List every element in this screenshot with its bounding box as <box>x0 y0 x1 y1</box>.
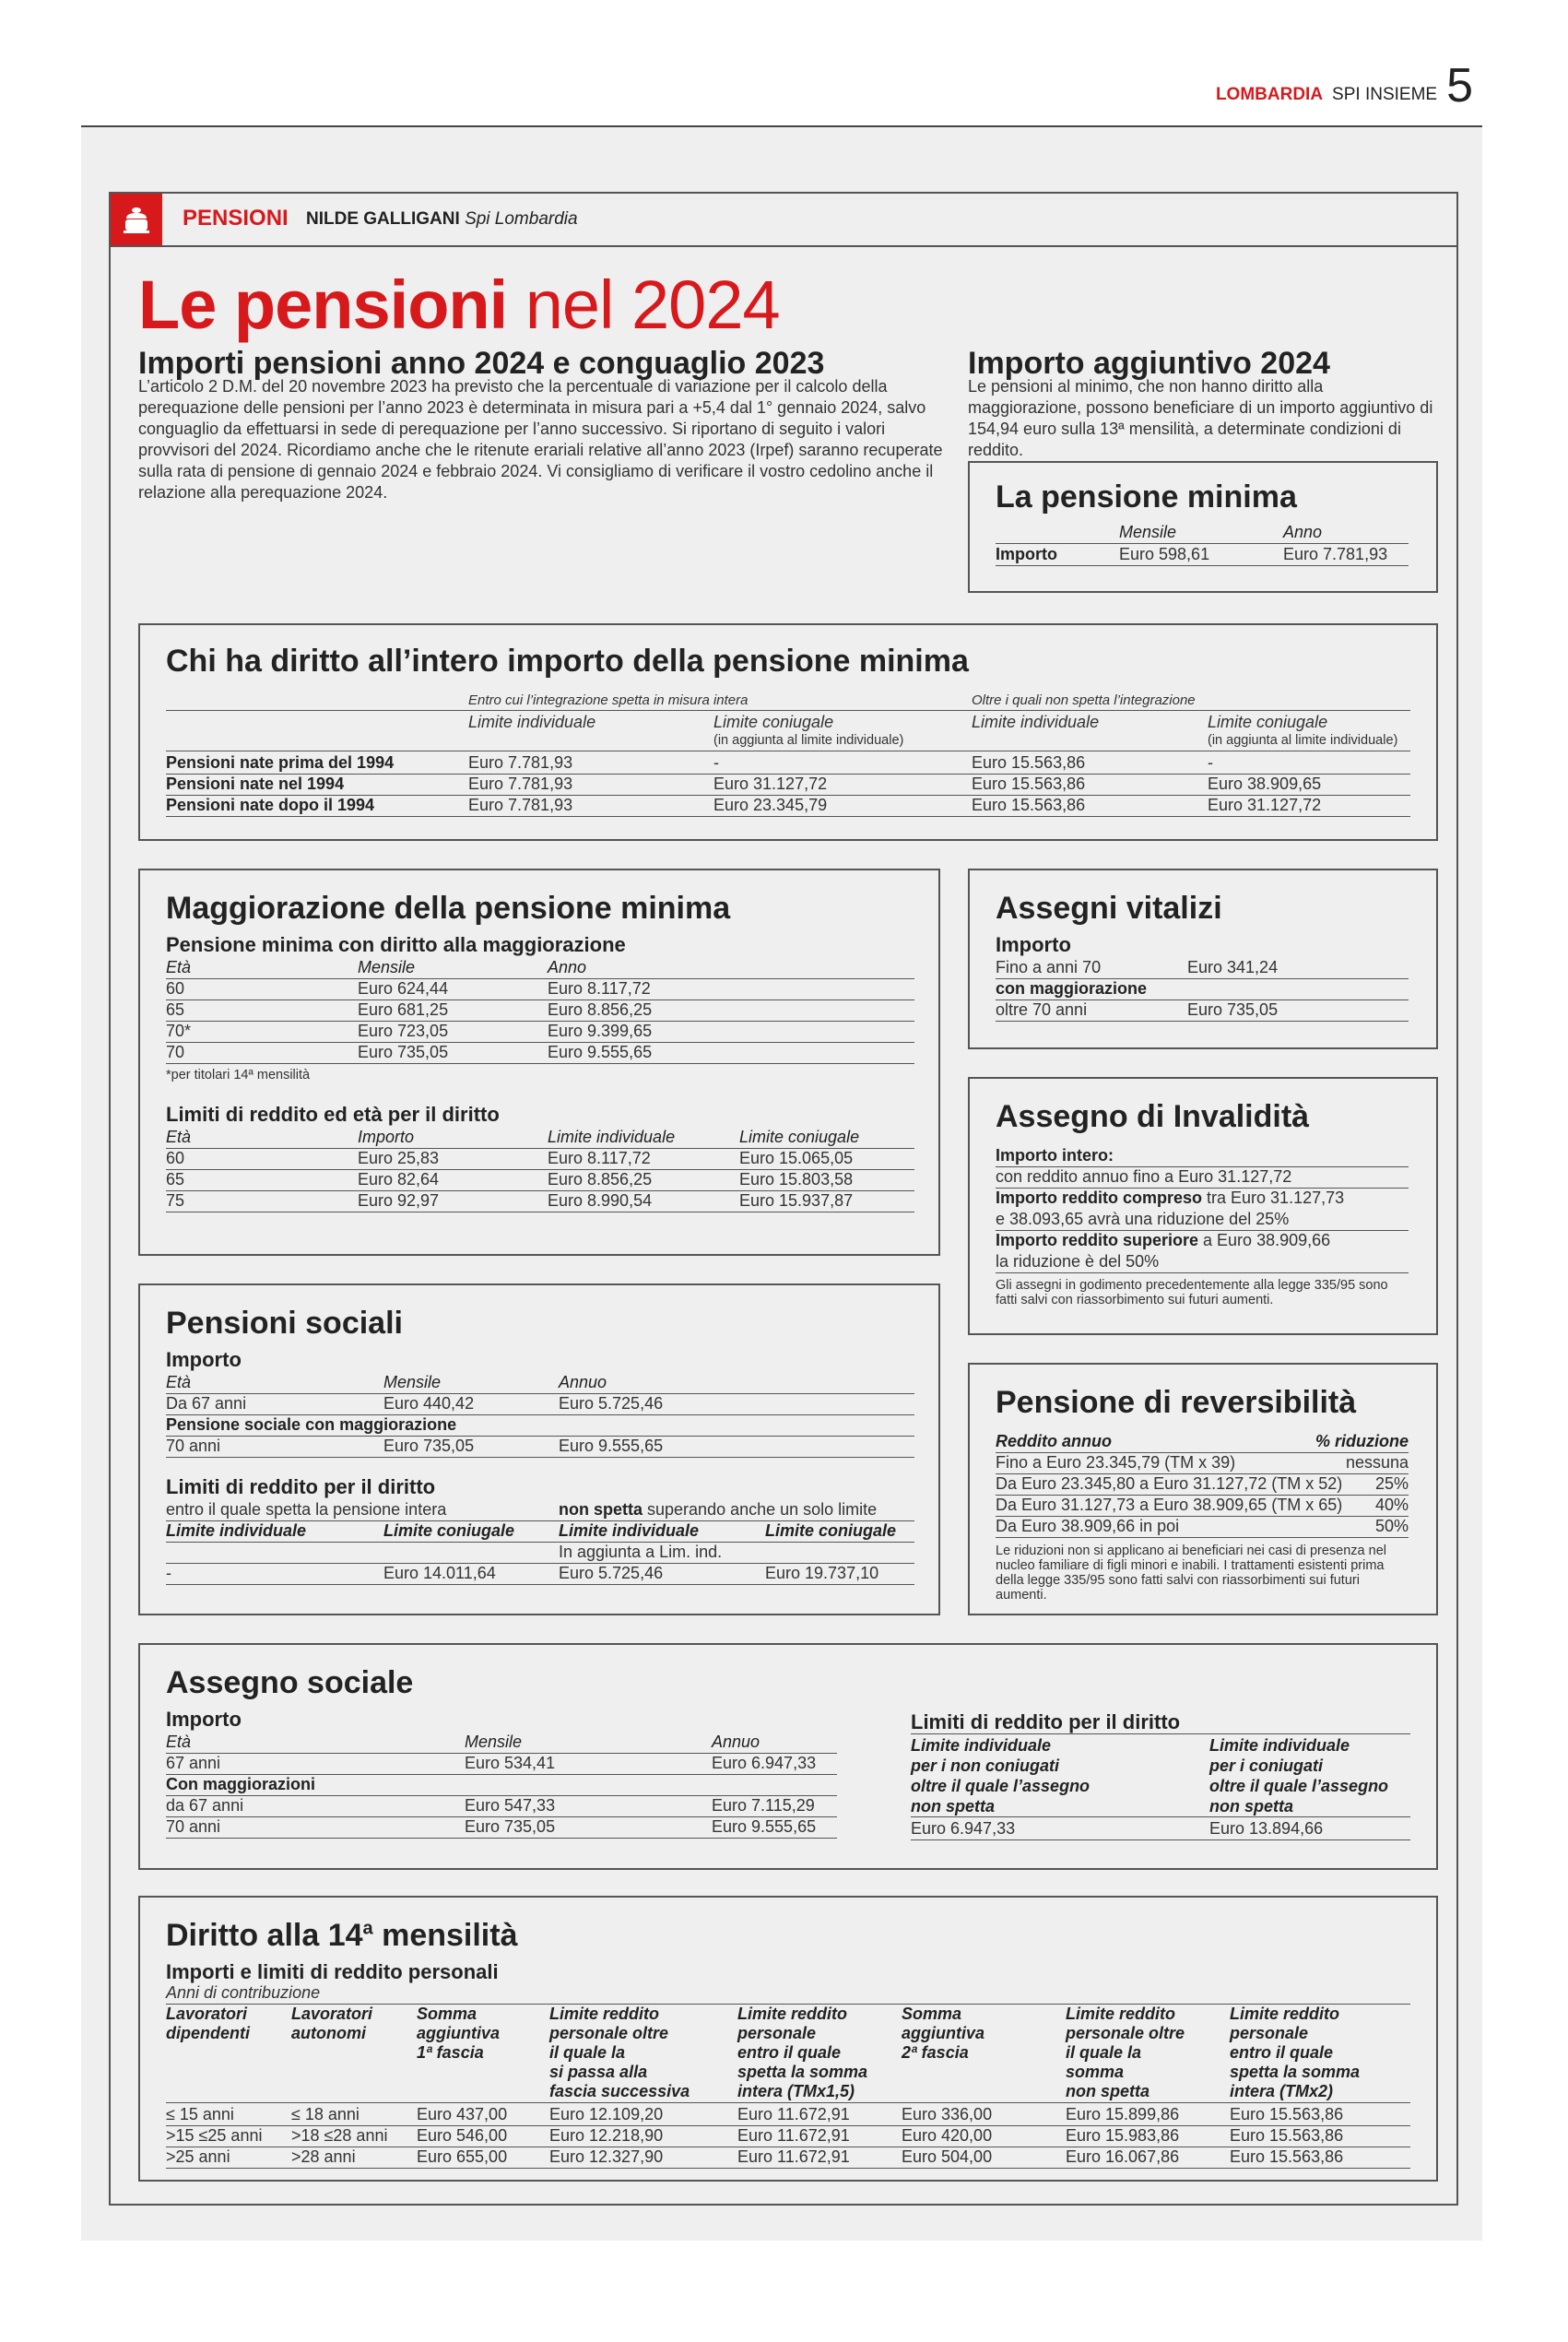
magg-r2-anno: Euro 8.856,25 <box>548 1000 653 1019</box>
sociale-h-mensile: Mensile <box>465 1733 523 1751</box>
magg-h2-importo: Importo <box>358 1128 415 1146</box>
magg2-r2-importo: Euro 82,64 <box>358 1170 440 1189</box>
magg2-row-2 <box>166 1169 914 1191</box>
inval-l5: a Euro 38.909,66 <box>1198 1231 1331 1249</box>
q14-cell: Euro 16.067,86 <box>1066 2147 1180 2166</box>
sociale-r1-eta: 67 anni <box>166 1754 221 1772</box>
sociali-r2-label: Pensione sociale con maggiorazione <box>166 1415 457 1434</box>
minima-label: Importo <box>996 545 1057 563</box>
q14-cell: Euro 15.563,86 <box>1230 2147 1344 2166</box>
magg-row-3 <box>166 1021 914 1043</box>
q14-header-cell: non spetta <box>1066 2082 1150 2100</box>
revers-title: Pensione di reversibilità <box>996 1385 1357 1420</box>
q14-cell: ≤ 18 anni <box>291 2105 360 2123</box>
revers-header <box>996 1431 1409 1453</box>
revers-note: Le riduzioni non si applicano ai beneficiari nei casi di presenza nel nucleo familiare di figli minori e inabili. I trattamenti esistenti prima della legge 335/95 sono fatti salvi con riassorbimenti sui futuri aumenti. <box>996 1544 1386 1603</box>
sociali-c2: superando anche un solo limite <box>643 1500 878 1519</box>
magg2-r3-con: Euro 15.937,87 <box>739 1191 854 1210</box>
q14-header-cell: il quale la <box>1066 2043 1142 2062</box>
revers-h2: % riduzione <box>1315 1432 1409 1450</box>
intero-r2-c4: Euro 38.909,65 <box>1208 775 1322 793</box>
q14-header-cell: entro il quale <box>1230 2043 1334 2062</box>
inval-line-2 <box>996 1166 1409 1189</box>
magg-sub2: Limiti di reddito ed età per il diritto <box>166 1103 500 1126</box>
intero-h2: Limite coniugale <box>713 713 834 731</box>
inval-line-3 <box>996 1188 1344 1209</box>
sociali-header-2 <box>166 1520 914 1543</box>
magg-h2-eta: Età <box>166 1128 192 1146</box>
magg-title: Maggiorazione della pensione minima <box>166 891 731 926</box>
sociale-r1-annuo: Euro 6.947,33 <box>712 1754 817 1772</box>
magg2-r2-eta: 65 <box>166 1170 185 1189</box>
q14-cell: >18 ≤28 anni <box>291 2126 388 2145</box>
sociale-sub: Importo <box>166 1708 242 1731</box>
sociale-row-4 <box>166 1816 837 1839</box>
sociali-r3-mensile: Euro 735,05 <box>383 1437 475 1455</box>
q14-header-cell: autonomi <box>291 2024 366 2042</box>
revers-row-1 <box>996 1452 1409 1474</box>
q14-cell: Euro 15.563,86 <box>1230 2105 1344 2123</box>
q14-header-cell: personale <box>1230 2024 1309 2042</box>
aggiuntivo-heading: Importo aggiuntivo 2024 <box>968 346 1330 381</box>
sociale-lh2-2: per i coniugati <box>1209 1756 1324 1775</box>
sociale-row-2 <box>166 1774 837 1796</box>
author <box>306 209 578 230</box>
inval-l3: tra Euro 31.127,73 <box>1202 1189 1345 1207</box>
author-name: NILDE GALLIGANI <box>306 209 460 229</box>
intero-title: Chi ha diritto all’intero importo della pensione minima <box>166 644 969 679</box>
sociali-sub: Importo <box>166 1348 242 1371</box>
revers-r1-label: Fino a Euro 23.345,79 (TM x 39) <box>996 1453 1236 1472</box>
intero-r3-c1: Euro 7.781,93 <box>468 796 573 814</box>
q14-header-cell: intera (TMx1,5) <box>737 2082 855 2100</box>
q14-header-row <box>166 2005 1410 2103</box>
intero-r2-c2: Euro 31.127,72 <box>713 775 828 793</box>
minima-title: La pensione minima <box>996 479 1297 515</box>
revers-r2-label: Da Euro 23.345,80 a Euro 31.127,72 (TM x 52) <box>996 1474 1343 1493</box>
q14-header-cell: il quale la <box>549 2043 626 2062</box>
q14-title-a: Diritto alla 14 <box>166 1918 363 1953</box>
aggiuntivo-text: Le pensioni al minimo, che non hanno diritto alla maggiorazione, possono beneficiare di un importo aggiuntivo di 154,94 euro sulla 13ª mensilità, a determinate condizioni di reddito. <box>968 377 1433 459</box>
magg2-r3-ind: Euro 8.990,54 <box>548 1191 653 1210</box>
magg-header-2 <box>166 1127 914 1149</box>
revers-r1-value: nessuna <box>1345 1453 1409 1472</box>
sociali-row-1 <box>166 1393 914 1415</box>
intero-row-1 <box>166 752 1410 775</box>
q14-row <box>166 2147 1410 2169</box>
q14-title <box>166 1918 517 1954</box>
article-frame <box>109 192 1458 2206</box>
sociale-row-3 <box>166 1795 837 1817</box>
sociale-lv-1: Euro 6.947,33 <box>911 1819 1016 1838</box>
sociale-lh2-4: non spetta <box>1209 1797 1294 1816</box>
revers-r4-value: 50% <box>1374 1517 1409 1535</box>
intro-heading: Importi pensioni anno 2024 e conguaglio 2023 <box>138 346 825 381</box>
sociali-h2-4: Limite coniugale <box>765 1521 897 1540</box>
q14-header-cell: Lavoratori <box>166 2005 248 2023</box>
intero-row-3 <box>166 795 1410 817</box>
q14-header-cell: spetta la somma <box>1230 2063 1361 2081</box>
sociale-lh1-2: per i non coniugati <box>911 1756 1059 1775</box>
q14-cell: Euro 336,00 <box>902 2105 993 2123</box>
sociali-h-mensile: Mensile <box>383 1373 442 1391</box>
box-quattordicesima <box>138 1896 1438 2182</box>
q14-header-cell: Limite reddito <box>1066 2005 1176 2023</box>
sociale-r3-eta: da 67 anni <box>166 1796 244 1815</box>
magg-h-eta: Età <box>166 958 192 976</box>
sociali-r4-3: Euro 5.725,46 <box>559 1564 664 1582</box>
q14-header-cell: Limite reddito <box>1230 2005 1340 2023</box>
intero-group-row <box>166 692 1410 711</box>
intero-header-row <box>166 712 1410 751</box>
magg-h-anno: Anno <box>548 958 587 976</box>
q14-title-b: mensilità <box>372 1918 518 1953</box>
revers-row-3 <box>996 1495 1409 1517</box>
q14-header-cell: Limite reddito <box>737 2005 848 2023</box>
magg2-r1-importo: Euro 25,83 <box>358 1149 440 1167</box>
sociale-lh1-4: non spetta <box>911 1797 996 1816</box>
sociale-title: Assegno sociale <box>166 1665 414 1700</box>
revers-row-2 <box>996 1473 1409 1496</box>
page-header <box>81 0 1482 127</box>
sociale-r3-annuo: Euro 7.115,29 <box>712 1796 815 1815</box>
vitalizi-sub: Importo <box>996 933 1071 956</box>
inval-note: Gli assegni in godimento precedentemente alla legge 335/95 sono fatti salvi con riassorbimento sui futuri aumenti. <box>996 1278 1388 1307</box>
q14-header-cell: personale <box>737 2024 817 2042</box>
section-bar <box>111 194 1456 247</box>
q14-header-cell: 2ª fascia <box>902 2043 969 2062</box>
sociale-r4-mensile: Euro 735,05 <box>465 1817 556 1836</box>
vitalizi-row-3 <box>996 999 1409 1022</box>
intero-r1-label: Pensioni nate prima del 1994 <box>166 753 395 772</box>
q14-header-cell: Somma <box>902 2005 962 2023</box>
sociali-agg-row <box>166 1542 914 1564</box>
vitalizi-row-1 <box>996 957 1409 979</box>
q14-header-cell: Somma <box>417 2005 477 2023</box>
vitalizi-title: Assegni vitalizi <box>996 891 1222 926</box>
q14-header-cell: personale oltre <box>549 2024 669 2042</box>
inval-line-6 <box>996 1251 1409 1273</box>
q14-cell: >15 ≤25 anni <box>166 2126 263 2145</box>
sociali-r3-annuo: Euro 9.555,65 <box>559 1437 664 1455</box>
magg-row-2 <box>166 999 914 1022</box>
q14-title-sup: a <box>362 1918 373 1939</box>
sociali-h-annuo: Annuo <box>559 1373 607 1391</box>
magg-h-mensile: Mensile <box>358 958 416 976</box>
cake-icon <box>111 194 162 245</box>
minima-h-anno: Anno <box>1283 523 1323 541</box>
intero-h2-note: (in aggiunta al limite individuale) <box>713 733 904 748</box>
magg-r3-eta: 70* <box>166 1022 192 1040</box>
vitalizi-r3-label: oltre 70 anni <box>996 1000 1088 1019</box>
sociale-limiti-values <box>911 1818 1410 1840</box>
q14-header-cell: intera (TMx2) <box>1230 2082 1334 2100</box>
sociale-r4-eta: 70 anni <box>166 1817 221 1836</box>
box-vitalizi <box>968 869 1438 1049</box>
sociale-h-eta: Età <box>166 1733 192 1751</box>
vitalizi-r2-label: con maggiorazione <box>996 979 1148 998</box>
sociali-cond-row <box>166 1499 914 1521</box>
sociali-r1-mensile: Euro 440,42 <box>383 1394 475 1413</box>
magg2-r3-eta: 75 <box>166 1191 185 1210</box>
box-intero-importo <box>138 623 1438 841</box>
inval-l3-bold: Importo reddito compreso <box>996 1189 1203 1207</box>
magg-row-1 <box>166 978 914 1000</box>
intero-r1-c1: Euro 7.781,93 <box>468 753 573 772</box>
box-invalidita <box>968 1077 1438 1335</box>
revers-r3-label: Da Euro 31.127,73 a Euro 38.909,65 (TM x 65) <box>996 1496 1343 1514</box>
magg2-row-3 <box>166 1190 914 1212</box>
q14-cell: Euro 546,00 <box>417 2126 508 2145</box>
q14-cell: Euro 504,00 <box>902 2147 993 2166</box>
title-bold: Le pensioni <box>138 266 508 343</box>
q14-row <box>166 2125 1410 2147</box>
magg2-r1-ind: Euro 8.117,72 <box>548 1149 651 1167</box>
magg-sub1: Pensione minima con diritto alla maggiorazione <box>166 933 626 956</box>
magg2-r2-con: Euro 15.803,58 <box>739 1170 854 1189</box>
minima-row <box>996 544 1409 566</box>
inval-line-1 <box>996 1145 1409 1167</box>
sociali-title: Pensioni sociali <box>166 1306 403 1341</box>
q14-cell: Euro 15.983,86 <box>1066 2126 1180 2145</box>
magg-header <box>166 957 914 979</box>
header-title: SPI INSIEME <box>1332 85 1438 104</box>
sociali-r4-2: Euro 14.011,64 <box>383 1564 496 1582</box>
intero-r3-c2: Euro 23.345,79 <box>713 796 828 814</box>
intero-r1-c2: - <box>713 753 719 772</box>
q14-cell: >28 anni <box>291 2147 356 2166</box>
magg-r2-mensile: Euro 681,25 <box>358 1000 449 1019</box>
q14-header-cell: dipendenti <box>166 2024 250 2042</box>
vitalizi-r1-label: Fino a anni 70 <box>996 958 1102 976</box>
section-label: PENSIONI <box>183 206 289 231</box>
magg2-r1-con: Euro 15.065,05 <box>739 1149 854 1167</box>
sociali-row-3 <box>166 1436 914 1458</box>
sociali-row-4 <box>166 1563 914 1585</box>
minima-anno: Euro 7.781,93 <box>1283 545 1388 563</box>
intero-group-2: Oltre i quali non spetta l’integrazione <box>972 692 1196 708</box>
sociali-row-2 <box>166 1414 914 1437</box>
magg-h2-lim-con: Limite coniugale <box>739 1128 860 1146</box>
q14-cell: Euro 15.899,86 <box>1066 2105 1180 2123</box>
intro-text: L’articolo 2 D.M. del 20 novembre 2023 ha previsto che la percentuale di variazione per il calcolo della perequazione delle pensioni per l’anno 2023 è determinata in misura pari a +5,4 dal 1° gennaio 2024, salvo conguaglio da effettuarsi in sede di perequazione per l’anno successivo. Si riportano di seguito i valori provvisori del 2024. Ricordiamo anche che le ritenute erariali relative all’anno 2023 (Irpef) saranno recuperate sulla rata di pensione di gennaio 2024 e febbraio 2024. Vi consigliamo di verificare il vostro cedolino anche il relazione alla perequazione 2024. <box>138 377 943 502</box>
box-assegno-sociale <box>138 1643 1438 1870</box>
minima-header-row <box>996 522 1409 544</box>
magg-row-4 <box>166 1042 914 1064</box>
q14-header-cell: fascia successiva <box>549 2082 690 2100</box>
intero-h3: Limite individuale <box>972 713 1100 731</box>
intero-h4: Limite coniugale <box>1208 713 1328 731</box>
sociali-r1-annuo: Euro 5.725,46 <box>559 1394 664 1413</box>
magg-r4-anno: Euro 9.555,65 <box>548 1043 653 1061</box>
box-pensioni-sociali <box>138 1283 940 1615</box>
q14-cell: Euro 11.672,91 <box>737 2105 850 2123</box>
sociali-sub2: Limiti di reddito per il diritto <box>166 1475 436 1498</box>
box-reversibilita <box>968 1363 1438 1615</box>
magg-r4-mensile: Euro 735,05 <box>358 1043 449 1061</box>
sociali-c2-bold: non spetta <box>559 1500 643 1519</box>
q14-cell: Euro 12.327,90 <box>549 2147 664 2166</box>
sociale-lh2-3: oltre il quale l’assegno <box>1209 1777 1389 1795</box>
q14-cell: Euro 420,00 <box>902 2126 993 2145</box>
page-title <box>138 266 780 344</box>
q14-cell: ≤ 15 anni <box>166 2105 234 2123</box>
sociale-lh1-3: oltre il quale l’assegno <box>911 1777 1091 1795</box>
q14-header-cell: somma <box>1066 2063 1125 2081</box>
q14-header-cell: aggiuntiva <box>417 2024 501 2042</box>
magg-h2-lim-ind: Limite individuale <box>548 1128 676 1146</box>
q14-header-cell: Limite reddito <box>549 2005 660 2023</box>
box-pensione-minima <box>968 461 1438 593</box>
sociali-r1-eta: Da 67 anni <box>166 1394 247 1413</box>
q14-cell: Euro 437,00 <box>417 2105 508 2123</box>
q14-header-cell: spetta la somma <box>737 2063 868 2081</box>
sociale-row-1 <box>166 1753 837 1775</box>
intero-row-2 <box>166 774 1410 796</box>
sociali-h2-3: Limite individuale <box>559 1521 700 1540</box>
q14-cell: Euro 11.672,91 <box>737 2147 850 2166</box>
sociale-r3-mensile: Euro 547,33 <box>465 1796 556 1815</box>
q14-cell: Euro 12.109,20 <box>549 2105 664 2123</box>
q14-header-cell: si passa alla <box>549 2063 648 2081</box>
sociale-lv-2: Euro 13.894,66 <box>1209 1819 1324 1838</box>
sociale-limiti-title: Limiti di reddito per il diritto <box>911 1710 1181 1733</box>
sociali-h2-2: Limite coniugale <box>383 1521 515 1540</box>
minima-h-mensile: Mensile <box>1119 523 1177 541</box>
intero-group-1: Entro cui l’integrazione spetta in misura intera <box>468 692 749 708</box>
q14-cell: Euro 655,00 <box>417 2147 508 2166</box>
box-maggiorazione <box>138 869 940 1256</box>
q14-cell: Euro 11.672,91 <box>737 2126 850 2145</box>
sociale-r2-label: Con maggiorazioni <box>166 1775 315 1793</box>
intero-r3-label: Pensioni nate dopo il 1994 <box>166 796 375 814</box>
inval-l2: con reddito annuo fino a Euro 31.127,72 <box>996 1167 1292 1186</box>
q14-header-cell: aggiuntiva <box>902 2024 985 2042</box>
intero-r3-c3: Euro 15.563,86 <box>972 796 1086 814</box>
sociali-r4-1: - <box>166 1564 171 1582</box>
page-number: 5 <box>1446 59 1473 112</box>
inval-line-5 <box>996 1230 1330 1251</box>
magg2-r1-eta: 60 <box>166 1149 185 1167</box>
magg-note: *per titolari 14ª mensilità <box>166 1068 311 1082</box>
inval-l5-bold: Importo reddito superiore <box>996 1231 1199 1249</box>
vitalizi-r3-value: Euro 735,05 <box>1187 1000 1279 1019</box>
q14-cell: Euro 15.563,86 <box>1230 2126 1344 2145</box>
magg-r1-eta: 60 <box>166 979 185 998</box>
intero-h1: Limite individuale <box>468 713 596 731</box>
title-light: nel 2024 <box>525 266 780 343</box>
revers-r2-value: 25% <box>1374 1474 1409 1493</box>
intero-h4-note: (in aggiunta al limite individuale) <box>1208 733 1398 748</box>
q14-header-cell: personale oltre <box>1066 2024 1185 2042</box>
q14-cell: Euro 12.218,90 <box>549 2126 664 2145</box>
page-area <box>81 127 1482 2241</box>
intero-r2-label: Pensioni nate nel 1994 <box>166 775 345 793</box>
sociale-limiti-header <box>911 1735 1410 1817</box>
q14-header-cell: 1ª fascia <box>417 2043 484 2062</box>
magg-r1-mensile: Euro 624,44 <box>358 979 449 998</box>
sociale-lh2-1: Limite individuale <box>1209 1736 1350 1755</box>
header-right <box>1215 59 1473 112</box>
q14-header-cell: entro il quale <box>737 2043 842 2062</box>
magg2-r3-importo: Euro 92,97 <box>358 1191 440 1210</box>
sociale-lh1-1: Limite individuale <box>911 1736 1052 1755</box>
intero-r2-c3: Euro 15.563,86 <box>972 775 1086 793</box>
revers-r4-label: Da Euro 38.909,66 in poi <box>996 1517 1180 1535</box>
sociale-r1-mensile: Euro 534,41 <box>465 1754 556 1772</box>
q14-sub: Importi e limiti di reddito personali <box>166 1960 499 1983</box>
q14-header-cell: Lavoratori <box>291 2005 373 2023</box>
sociale-r4-annuo: Euro 9.555,65 <box>712 1817 817 1836</box>
q14-cell: >25 anni <box>166 2147 230 2166</box>
intero-r3-c4: Euro 31.127,72 <box>1208 796 1322 814</box>
sociale-header <box>166 1732 837 1754</box>
intero-r1-c4: - <box>1208 753 1213 772</box>
sociali-h2-1: Limite individuale <box>166 1521 307 1540</box>
sociali-h-eta: Età <box>166 1373 192 1391</box>
revers-h1: Reddito annuo <box>996 1432 1112 1450</box>
inval-line-4 <box>996 1209 1409 1231</box>
magg-r1-anno: Euro 8.117,72 <box>548 979 651 998</box>
magg-r4-eta: 70 <box>166 1043 185 1061</box>
sociali-r4-4: Euro 19.737,10 <box>765 1564 879 1582</box>
inval-l4: e 38.093,65 avrà una riduzione del 25% <box>996 1210 1290 1228</box>
header-brand: LOMBARDIA <box>1215 85 1324 104</box>
revers-row-4 <box>996 1516 1409 1538</box>
inval-l1: Importo intero: <box>996 1146 1114 1165</box>
magg-r3-mensile: Euro 723,05 <box>358 1022 449 1040</box>
q14-anni-row <box>166 1982 1410 2005</box>
sociali-header <box>166 1372 914 1394</box>
author-org: Spi Lombardia <box>465 209 578 229</box>
q14-row <box>166 2104 1410 2126</box>
vitalizi-r1-value: Euro 341,24 <box>1187 958 1279 976</box>
sociali-agg: In aggiunta a Lim. ind. <box>559 1543 723 1561</box>
revers-r3-value: 40% <box>1374 1496 1409 1514</box>
magg2-r2-ind: Euro 8.856,25 <box>548 1170 653 1189</box>
sociali-r3-eta: 70 anni <box>166 1437 221 1455</box>
intero-r1-c3: Euro 15.563,86 <box>972 753 1086 772</box>
sociale-h-annuo: Annuo <box>712 1733 760 1751</box>
sociale-limiti-title-row <box>911 1711 1410 1734</box>
inval-l6: la riduzione è del 50% <box>996 1252 1160 1271</box>
intero-r2-c1: Euro 7.781,93 <box>468 775 573 793</box>
invalidita-title: Assegno di Invalidità <box>996 1099 1310 1134</box>
vitalizi-row-2 <box>996 978 1409 1000</box>
q14-anni: Anni di contribuzione <box>166 1983 321 2002</box>
minima-mensile: Euro 598,61 <box>1119 545 1210 563</box>
magg-r3-anno: Euro 9.399,65 <box>548 1022 653 1040</box>
magg-r2-eta: 65 <box>166 1000 185 1019</box>
magg2-row-1 <box>166 1148 914 1170</box>
sociali-c1: entro il quale spetta la pensione intera <box>166 1500 447 1519</box>
